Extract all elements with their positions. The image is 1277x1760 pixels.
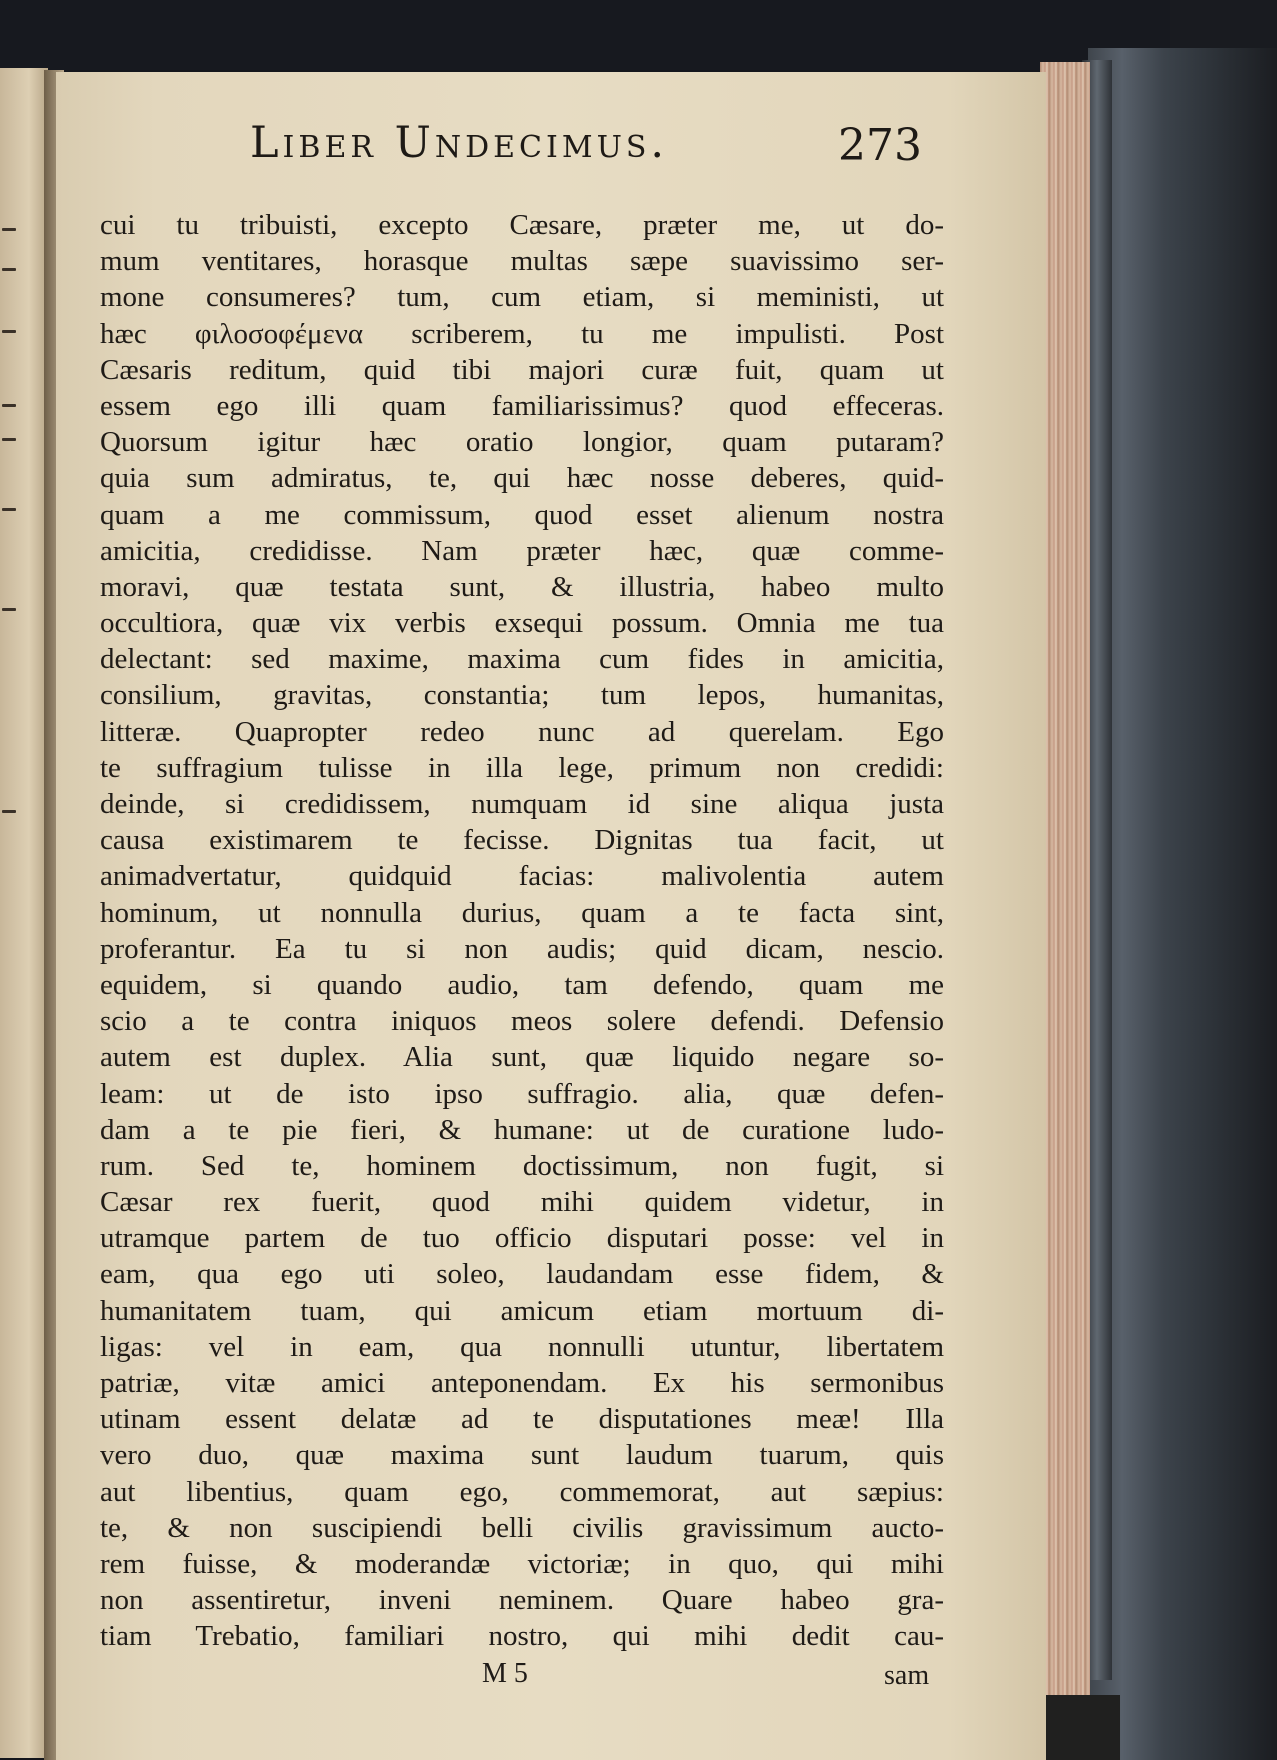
text-line: aut libentius, quam ego, commemorat, aut sæpius: (100, 1475, 944, 1508)
text-line: quia sum admiratus, te, qui hæc nosse deberes, quid- (100, 462, 944, 495)
text-line: tiam Trebatio, familiari nostro, qui mihi dedit cau- (100, 1620, 944, 1653)
text-line: ligas: vel in eam, qua nonnulli utuntur, libertatem (100, 1330, 944, 1363)
facing-page-mark (2, 608, 16, 611)
facing-page-mark (2, 438, 16, 441)
text-line: non assentiretur, inveni neminem. Quare habeo gra- (100, 1584, 944, 1617)
text-line: rum. Sed te, hominem doctissimum, non fugit, si (100, 1149, 944, 1182)
text-line: proferantur. Ea tu si non audis; quid dicam, nescio. (100, 932, 944, 965)
facing-page-mark (2, 508, 16, 511)
page-number: 273 (838, 120, 922, 171)
text-line: mone consumeres? tum, cum etiam, si meministi, ut (100, 281, 944, 314)
text-line: deinde, si credidissem, numquam id sine aliqua justa (100, 788, 944, 820)
text-line: equidem, si quando audio, tam defendo, quam me (100, 968, 944, 1001)
signature-mark: M 5 (482, 1658, 528, 1689)
text-line: utramque partem de tuo officio disputari posse: vel in (100, 1222, 944, 1255)
text-line: utinam essent delatæ ad te disputationes meæ! Illa (100, 1403, 944, 1436)
book-cover (1088, 48, 1277, 1760)
text-line: autem est duplex. Alia sunt, quæ liquido negare so- (100, 1041, 944, 1074)
text-line: animadvertatur, quidquid facias: malivolentia autem (100, 860, 944, 893)
text-line: moravi, quæ testata sunt, & illustria, habeo multo (100, 570, 944, 603)
text-line: eam, qua ego uti soleo, laudandam esse fidem, & (100, 1258, 944, 1291)
facing-page (0, 68, 48, 1758)
running-head-title: Liber Undecimus. (250, 118, 669, 168)
text-line: leam: ut de isto ipso suffragio. alia, quæ defen- (100, 1077, 944, 1110)
text-line: patriæ, vitæ amici anteponendam. Ex his sermonibus (100, 1367, 944, 1399)
text-line: Cæsar rex fuerit, quod mihi quidem videtur, in (100, 1186, 944, 1219)
catchword: sam (884, 1660, 930, 1691)
text-line: Cæsaris reditum, quid tibi majori curæ fuit, quam ut (100, 353, 944, 386)
running-head (250, 118, 970, 178)
text-line: te suffragium tulisse in illa lege, primum non credidi: (100, 751, 944, 784)
text-line: vero duo, quæ maxima sunt laudum tuarum, quis (100, 1439, 944, 1472)
text-line: consilium, gravitas, constantia; tum lepos, humanitas, (100, 679, 944, 712)
text-line: humanitatem tuam, qui amicum etiam mortuum di- (100, 1294, 944, 1327)
text-line: hæc φιλοσοφέμενα scriberem, tu me impulisti. Post (100, 317, 944, 350)
text-line: delectant: sed maxime, maxima cum fides in amicitia, (100, 643, 944, 676)
facing-page-mark (2, 268, 16, 271)
text-line: causa existimarem te fecisse. Dignitas tua facit, ut (100, 824, 944, 857)
facing-page-mark (2, 810, 16, 813)
text-line: rem fuisse, & moderandæ victoriæ; in quo, qui mihi (100, 1547, 944, 1580)
text-line: Quorsum igitur hæc oratio longior, quam putaram? (100, 426, 944, 459)
text-line: scio a te contra iniquos meos solere defendi. Defensio (100, 1005, 944, 1038)
text-line: amicitia, credidisse. Nam præter hæc, quæ comme- (100, 534, 944, 567)
page-edges-bottom (1040, 1695, 1120, 1760)
page-edges (1040, 62, 1090, 1702)
text-line: cui tu tribuisti, excepto Cæsare, præter me, ut do- (100, 209, 944, 241)
text-line: litteræ. Quapropter redeo nunc ad querelam. Ego (100, 715, 944, 748)
text-line: te, & non suscipiendi belli civilis gravissimum aucto- (100, 1511, 944, 1544)
body-text (100, 207, 944, 1655)
facing-page-mark (2, 330, 16, 333)
text-line: essem ego illi quam familiarissimus? quod effeceras. (100, 389, 944, 422)
text-line: mum ventitares, horasque multas sæpe suavissimo ser- (100, 245, 944, 278)
facing-page-mark (2, 228, 16, 231)
text-line: occultiora, quæ vix verbis exsequi possum. Omnia me tua (100, 607, 944, 640)
text-line: dam a te pie fieri, & humane: ut de curatione ludo- (100, 1113, 944, 1146)
text-line: quam a me commissum, quod esset alienum nostra (100, 498, 944, 531)
facing-page-mark (2, 404, 16, 407)
text-line: hominum, ut nonnulla durius, quam a te facta sint, (100, 896, 944, 929)
